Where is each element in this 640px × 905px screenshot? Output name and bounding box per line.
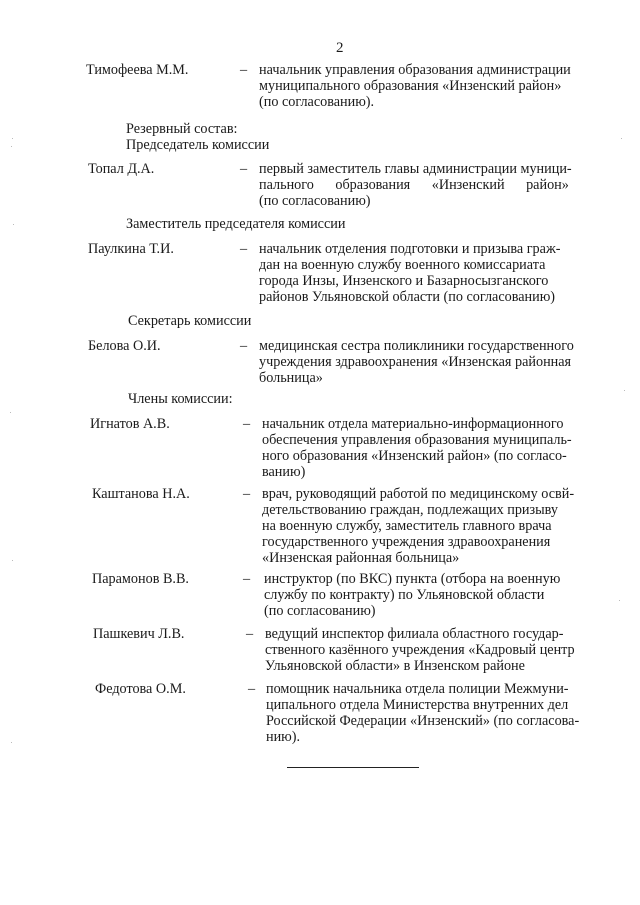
dash-separator: –: [240, 338, 248, 354]
dash-separator: –: [240, 161, 248, 177]
member-position: медицинская сестра поликлиники государственного учреждения здравоохранения «Инзенская районная больница»: [259, 338, 574, 386]
dash-separator: –: [240, 241, 248, 257]
member-name: Топал Д.А.: [88, 161, 155, 177]
dash-separator: –: [243, 416, 251, 432]
members-heading: Члены комиссии:: [128, 391, 233, 407]
member-name: Парамонов В.В.: [92, 571, 189, 587]
dash-separator: –: [240, 62, 248, 78]
member-name: Белова О.И.: [88, 338, 161, 354]
closing-rule: [287, 767, 419, 768]
deputy-heading: Заместитель председателя комиссии: [126, 216, 346, 232]
member-position: начальник отдела материально-информационного обеспечения управления образования муниципаль- ного образования «Инзенский район» (по согласо- ванию): [262, 416, 572, 480]
dash-separator: –: [248, 681, 256, 697]
member-name: Тимофеева М.М.: [86, 62, 189, 78]
member-position: помощник начальника отдела полиции Межмуни- ципального отдела Министерства внутренних дел Российской Федерации «Инзенский» (по согласова- нию).: [266, 681, 580, 745]
member-position: ведущий инспектор филиала областного государ- ственного казённого учреждения «Кадровый центр Ульяновской области» в Инзенском районе: [265, 626, 575, 674]
dash-separator: –: [243, 486, 251, 502]
member-position: начальник управления образования администрации муниципального образования «Инзенский район» (по согласованию).: [259, 62, 571, 110]
chair-heading: Председатель комиссии: [126, 137, 270, 153]
member-name: Федотова О.М.: [95, 681, 186, 697]
member-name: Игнатов А.В.: [90, 416, 170, 432]
dash-separator: –: [246, 626, 254, 642]
member-position: инструктор (по ВКС) пункта (отбора на военную службу по контракту) по Ульяновской области (по согласованию): [264, 571, 561, 619]
member-name: Паулкина Т.И.: [88, 241, 174, 257]
page-number: 2: [336, 40, 344, 56]
secretary-heading: Секретарь комиссии: [128, 313, 252, 329]
member-name: Пашкевич Л.В.: [93, 626, 185, 642]
member-position: начальник отделения подготовки и призыва граж- дан на военную службу военного комиссариата города Инзы, Инзенского и Базарносызганского районов Ульяновской области (по согласованию): [259, 241, 561, 305]
member-name: Каштанова Н.А.: [92, 486, 190, 502]
reserve-heading: Резервный состав:: [126, 121, 238, 137]
member-position: первый заместитель главы администрации муници- пального образования «Инзенский район» (по согласованию): [259, 161, 572, 209]
member-position: врач, руководящий работой по медицинскому освй- детельствованию граждан, подлежащих призыву на военную службу, заместитель главного врача государственного учреждения здравоохранения «Инзенская районная больница»: [262, 486, 575, 566]
dash-separator: –: [243, 571, 251, 587]
